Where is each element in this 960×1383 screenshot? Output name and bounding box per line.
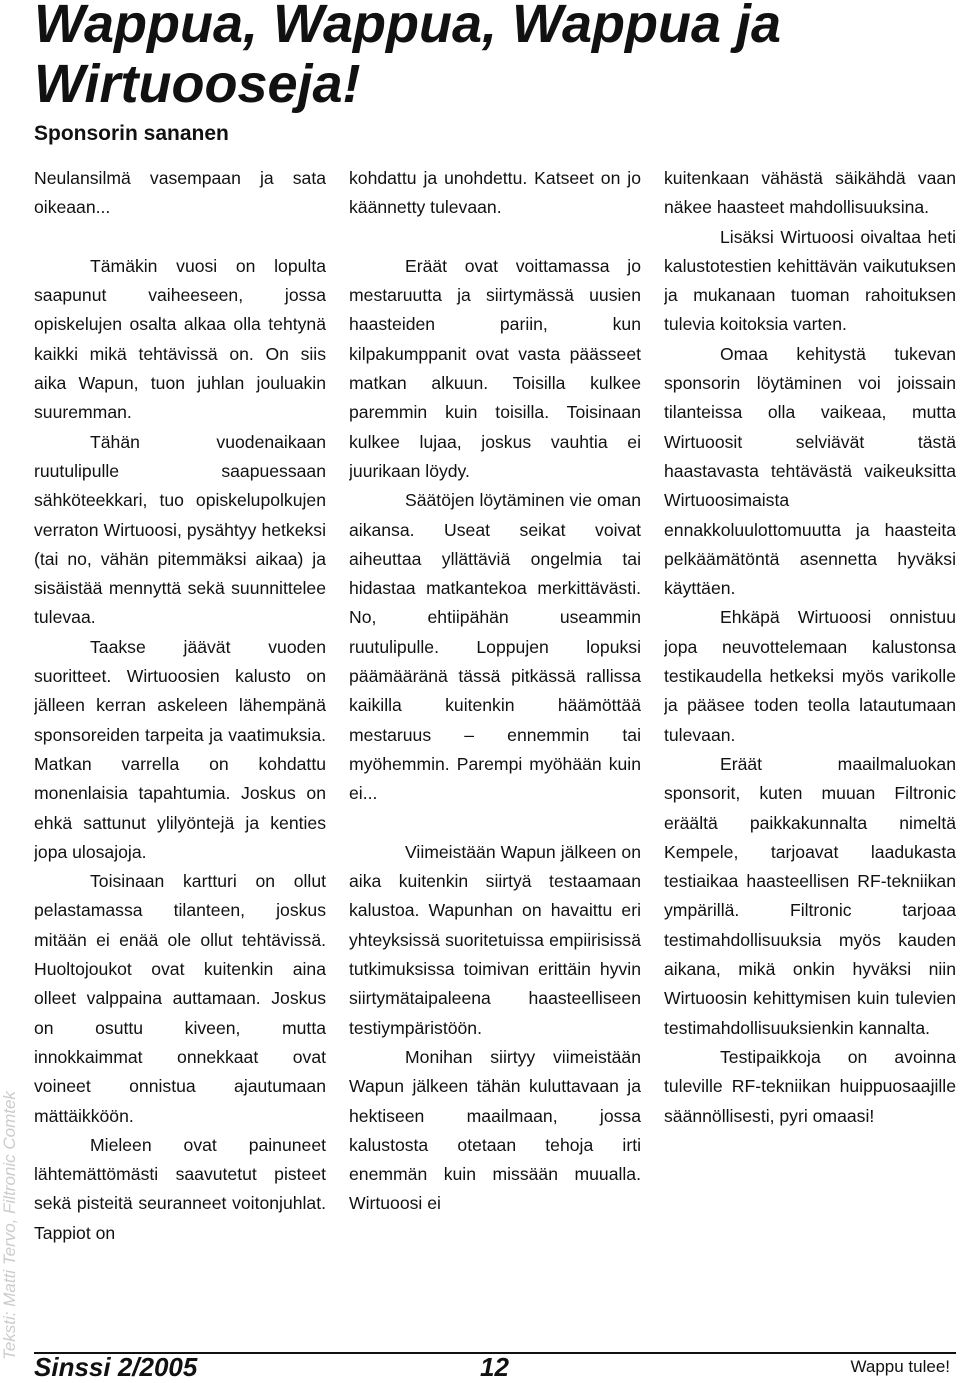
paragraph: Mieleen ovat painuneet lähtemättömästi saavutetut pisteet sekä pisteitä seuranneet voitonjuhlat. Tappiot on	[34, 1134, 326, 1243]
paragraph: kohdattu ja unohdettu. Katseet on jo käännetty tulevaan.	[349, 168, 641, 218]
paragraph: Eräät maailmaluokan sponsorit, kuten muuan Filtronic eräältä paikkakunnalta nimeltä Kempele, tarjoavat laadukasta testiaikaa haasteellisen RF-tekniikan ympärillä. Filtronic tarjoaa testimahdollisuuksia myös kauden aikana, mikä onkin hyväksi niin Wirtuoosin kehittymisen kuin tulevien testimahdollisuuksienkin kannalta.	[664, 753, 956, 1038]
paragraph: Omaa kehitystä tukevan sponsorin löytäminen voi joissain tilanteissa olla vaikeaa, mutta Wirtuoosit selviävät tästä haastavasta tehtävästä vaikeuksitta Wirtuoosimaista ennakkoluulottomuutta ja haasteita pelkäämätöntä asennetta hyväksi käyttäen.	[664, 343, 956, 599]
paragraph: Tämäkin vuosi on lopulta saapunut vaiheeseen, jossa opiskelujen osalta alkaa olla tehtynä kaikki mikä tehtävissä on. On siis aika Wapun, tuon juhlan jouluakin suuremman.	[34, 255, 326, 423]
paragraph: Eräät ovat voittamassa jo mestaruutta ja siirtymässä uusien haasteiden pariin, kun kilpakumppanit ovat vasta päässeet matkan alkuun. Toisilla kulkee paremmin kuin toisilla. Toisinaan kulkee lujaa, joskus vauhtia ei juurikaan löydy.	[349, 255, 641, 481]
author-credit: Teksti: Matti Tervo, Filtronic Comtek	[0, 1091, 19, 1360]
article-title: Wappua, Wappua, Wappua ja Wirtuooseja!	[34, 0, 782, 114]
paragraph: Taakse jäävät vuoden suoritteet. Wirtuoosien kalusto on jälleen kerran askeleen lähempänä sponsoreiden tarpeita ja vaatimuksia. Matkan varrella on kohdattu monenlaisia tapahtumia. Joskus on ehkä sattunut ylilyöntejä ja kenties jopa ulosajoja.	[34, 636, 326, 862]
magazine-issue: Sinssi 2/2005	[34, 1352, 198, 1382]
paragraph: Toisinaan kartturi on ollut pelastamassa tilanteen, joskus mitään ei enää ole ollut tehtävissä. Huoltojoukot ovat kuitenkin aina olleet valppaina auttamaan. Joskus on osuttu kiveen, mutta innokkaimmat onnekkaat ovat voineet onnistua ajautumaan mättäikköön.	[34, 871, 326, 1126]
paragraph: Säätöjen löytäminen vie oman aikansa. Useat seikat voivat aiheuttaa yllättäviä ongelmia tai hidastaa matkantekoa merkittävästi. No, ehtiipähän useammin ruutulipulle. Loppujen lopuksi päämääränä tässä pitkässä rallissa kaikilla kuitenkin häämöttää mestaruus – ennemmin tai myöhemmin. Parempi myöhään kuin ei...	[349, 490, 641, 804]
paragraph: Monihan siirtyy viimeistään Wapun jälkeen tähän kuluttavaan ja hektiseen maailmaan, jossa kalustosta otetaan tehoja irti enemmän kuin missään muualla. Wirtuoosi ei	[349, 1046, 641, 1214]
paragraph: Tähän vuodenaikaan ruutulipulle saapuessaan sähköteekkari, tuo opiskelupolkujen verraton Wirtuoosi, pysähtyy hetkeksi (tai no, vähän pitemmäksi aikaa) ja sisäistää mennyttä sekä suunnittelee tulevaa.	[34, 431, 326, 628]
paragraph: Ehkäpä Wirtuoosi onnistuu jopa neuvottelemaan kalustonsa testikaudella hetkeksi myös varikolle ja pääsee toden teolla latautumaan tulevaan.	[664, 607, 956, 745]
paragraph: Viimeistään Wapun jälkeen on aika kuitenkin siirtyä testaamaan kalustoa. Wapunhan on havaittu eri yhteyksissä suoritetuissa empiirisissä tutkimuksissa toimivan erittäin hyvin siirtymätaipaleena haasteelliseen testiympäristöön.	[349, 841, 641, 1038]
paragraph: kuitenkaan vähästä säikähdä vaan näkee haasteet mahdollisuuksina.	[664, 168, 956, 218]
text-column-2	[349, 164, 641, 1324]
paragraph: Testipaikkoja on avoinna tuleville RF-tekniikan huippuosaajille säännöllisesti, pyri omaasi!	[664, 1046, 956, 1126]
paragraph: Lisäksi Wirtuoosi oivaltaa heti kalustotestien kehittävän vaikutuksen ja mukanaan tuoman rahoituksen tulevia koitoksia varten.	[664, 226, 956, 335]
text-column-1	[34, 164, 326, 1324]
page-number: 12	[480, 1352, 509, 1382]
text-column-3	[664, 164, 956, 1324]
paragraph: Neulansilmä vasempaan ja sata oikeaan...	[34, 168, 326, 218]
section-label: Wappu tulee!	[850, 1357, 950, 1376]
article-subtitle: Sponsorin sananen	[34, 122, 229, 145]
